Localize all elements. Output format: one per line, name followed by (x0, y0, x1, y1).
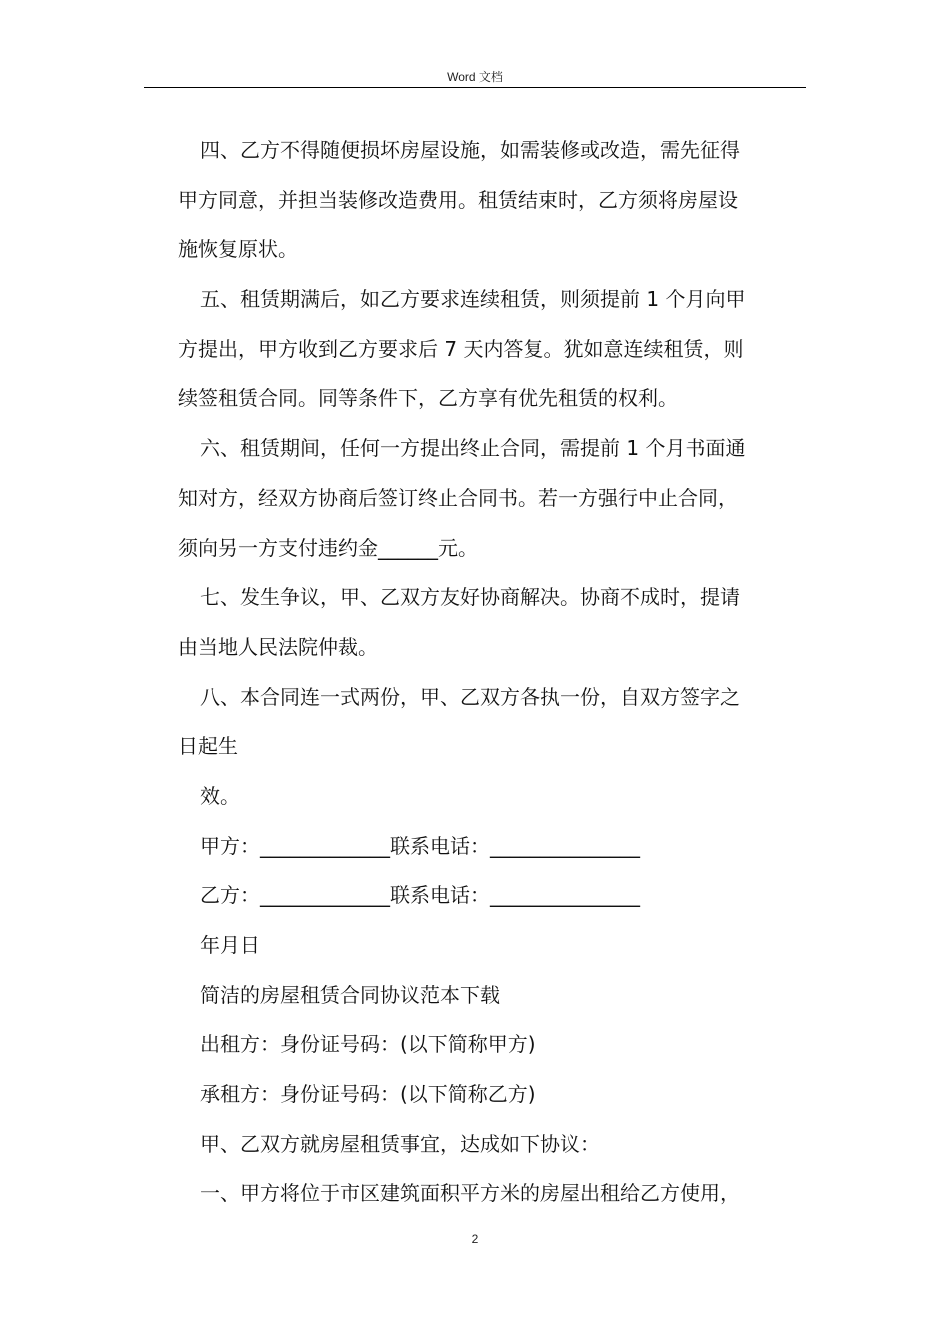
paragraph-line: 承租方：身份证号码：(以下简称乙方) (200, 1082, 536, 1107)
paragraph-line: 六、租赁期间，任何一方提出终止合同，需提前 1 个月书面通 (200, 436, 746, 461)
paragraph-line: 续签租赁合同。同等条件下，乙方享有优先租赁的权利。 (178, 386, 678, 411)
header-divider (144, 87, 806, 88)
paragraph-line: 效。 (200, 783, 240, 808)
paragraph-line: 七、发生争议，甲、乙双方友好协商解决。协商不成时，提请 (200, 585, 740, 610)
page-header-title: Word 文档 (447, 70, 503, 84)
paragraph-line: 方提出，甲方收到乙方要求后 7 天内答复。犹如意连续租赁，则 (178, 336, 744, 361)
paragraph-line: 一、甲方将位于市区建筑面积平方米的房屋出租给乙方使用， (200, 1181, 740, 1206)
paragraph-line: 日起生 (178, 734, 238, 759)
signature-line-party-b: 乙方：_____________联系电话：_______________ (200, 883, 640, 908)
signature-line-party-a: 甲方：_____________联系电话：_______________ (200, 833, 640, 858)
paragraph-line: 八、本合同连一式两份，甲、乙双方各执一份，自双方签字之 (200, 684, 740, 709)
paragraph-line: 施恢复原状。 (178, 237, 298, 262)
date-line: 年月日 (200, 933, 260, 957)
paragraph-line: 甲方同意，并担当装修改造费用。租赁结束时，乙方须将房屋设 (178, 187, 738, 212)
paragraph-line: 甲、乙双方就房屋租赁事宜，达成如下协议： (200, 1131, 600, 1156)
page-number: 2 (471, 1232, 479, 1246)
paragraph-line: 由当地人民法院仲裁。 (178, 634, 378, 659)
section-title: 简洁的房屋租赁合同协议范本下载 (200, 982, 500, 1007)
paragraph-line: 四、乙方不得随便损坏房屋设施，如需装修或改造，需先征得 (200, 138, 740, 162)
paragraph-line: 五、租赁期满后，如乙方要求连续租赁，则须提前 1 个月向甲 (200, 287, 746, 312)
paragraph-line: 出租方：身份证号码：(以下简称甲方) (200, 1032, 536, 1057)
paragraph-line: 须向另一方支付违约金______元。 (178, 535, 478, 560)
document-body (178, 126, 818, 1219)
paragraph-line: 知对方，经双方协商后签订终止合同书。若一方强行中止合同， (178, 485, 738, 510)
